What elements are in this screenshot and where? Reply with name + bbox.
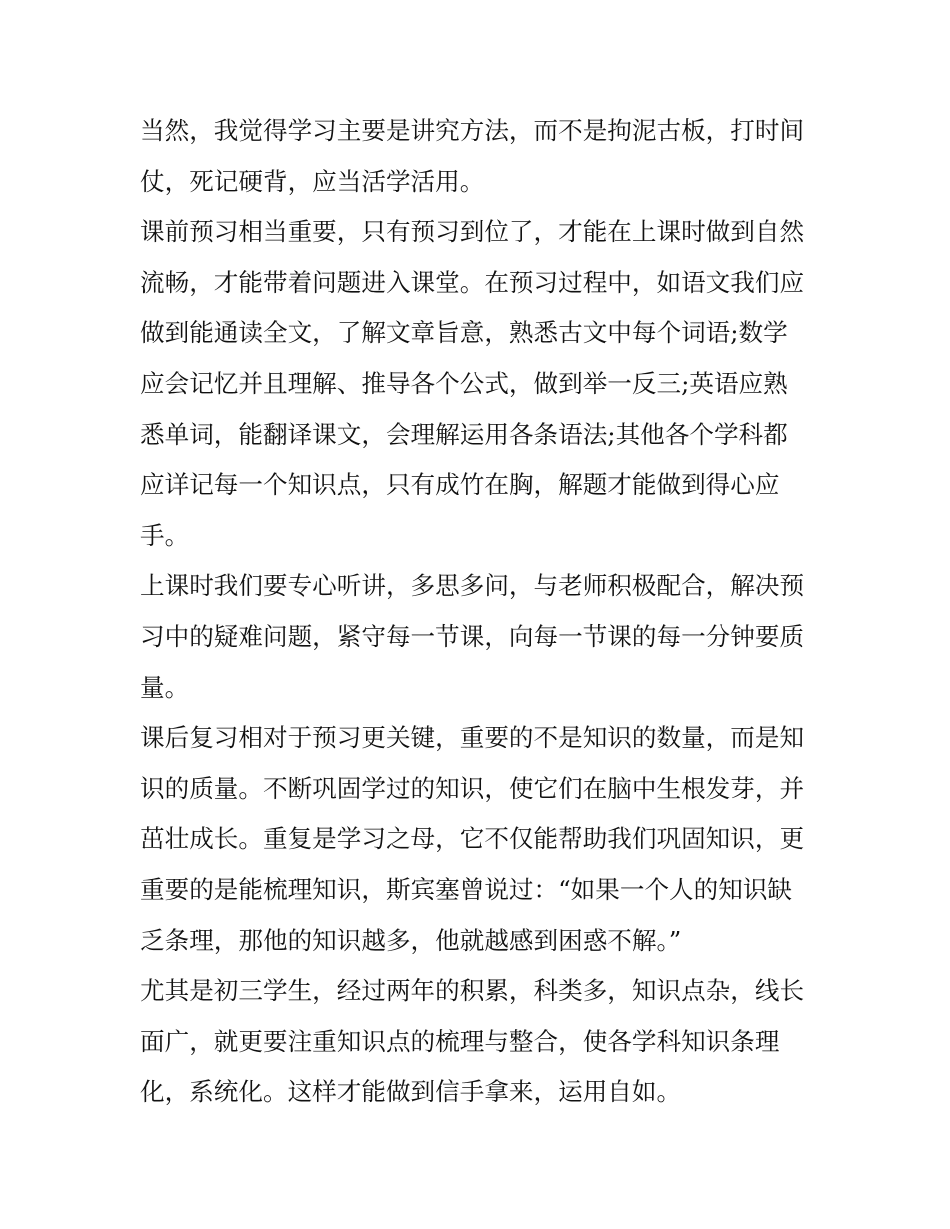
paragraph-review <box>140 713 816 966</box>
text-line: 重要的是能梳理知识，斯宾塞曾说过：“如果一个人的知识缺 <box>140 874 793 904</box>
text-line: 应会记忆并且理解、推导各个公式，做到举一反三;英语应熟 <box>140 368 788 398</box>
text-line: 量。 <box>140 672 190 702</box>
text-line: 流畅，才能带着问题进入课堂。在预习过程中，如语文我们应 <box>140 267 805 297</box>
text-line: 化，系统化。这样才能做到信手拿来，运用自如。 <box>140 1077 682 1107</box>
text-line: 上课时我们要专心听讲，多思多问，与老师积极配合，解决预 <box>140 571 805 601</box>
text-line: 当然，我觉得学习主要是讲究方法，而不是拘泥古板，打时间 <box>140 116 805 145</box>
text-line: 应详记每一个知识点，只有成竹在胸，解题才能做到得心应 <box>140 470 780 500</box>
text-line: 面广，就更要注重知识点的梳理与整合，使各学科知识条理 <box>140 1026 780 1056</box>
text-line: 做到能通读全文，了解文章旨意，熟悉古文中每个词语;数学 <box>140 318 788 348</box>
document-body <box>140 106 816 1118</box>
text-line: 识的质量。不断巩固学过的知识，使它们在脑中生根发芽，并 <box>140 773 805 803</box>
text-line: 尤其是初三学生，经过两年的积累，科类多，知识点杂，线长 <box>140 976 805 1006</box>
text-line: 手。 <box>140 520 190 550</box>
text-line: 悉单词，能翻译课文，会理解运用各条语法;其他各个学科都 <box>140 419 788 449</box>
paragraph-grade-nine <box>140 966 816 1118</box>
paragraph-study-method <box>140 106 816 207</box>
paragraph-preview <box>140 207 816 561</box>
text-line: 习中的疑难问题，紧守每一节课，向每一节课的每一分钟要质 <box>140 621 805 651</box>
text-line: 仗，死记硬背，应当活学活用。 <box>140 166 485 196</box>
text-line: 课前预习相当重要，只有预习到位了，才能在上课时做到自然 <box>140 217 805 247</box>
text-line: 茁壮成长。重复是学习之母，它不仅能帮助我们巩固知识，更 <box>140 824 805 854</box>
paragraph-in-class <box>140 561 816 713</box>
text-line: 课后复习相对于预习更关键，重要的不是知识的数量，而是知 <box>140 723 805 753</box>
text-line: 乏条理，那他的知识越多，他就越感到困惑不解。” <box>140 925 682 955</box>
